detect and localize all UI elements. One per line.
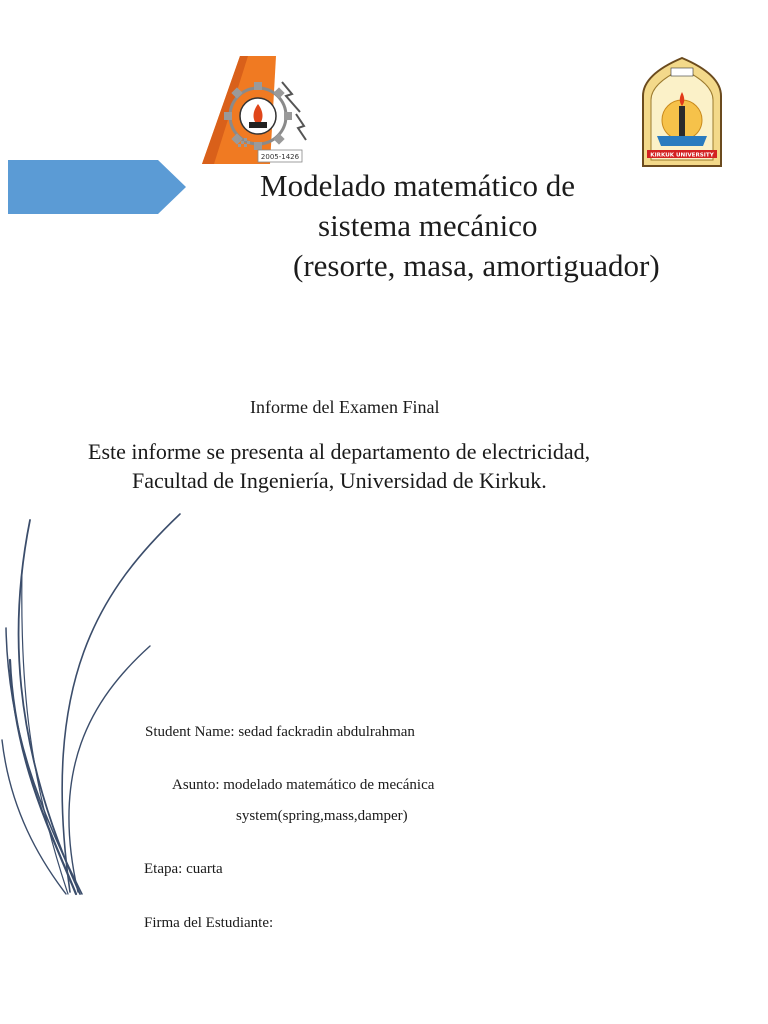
- intro-line-2: Facultad de Ingeniería, Universidad de Kirkuk.: [132, 468, 547, 493]
- logo-left-year: 2005-1426: [260, 153, 300, 161]
- subject-line-2: system(spring,mass,damper): [236, 808, 408, 824]
- arrow-banner: [8, 160, 188, 214]
- signature-field: Firma del Estudiante:: [144, 915, 274, 931]
- university-logo: [639, 56, 725, 168]
- document-title-line-2: sistema mecánico: [318, 208, 538, 243]
- document-title-line-3: (resorte, masa, amortiguador): [293, 248, 660, 283]
- student-name-field: Student Name: sedad fackradin abdulrahman: [145, 724, 415, 740]
- document-title-line-1: Modelado matemático de: [260, 168, 576, 203]
- faculty-logo: [200, 54, 310, 166]
- intro-line-1: Este informe se presenta al departamento de electricidad,: [88, 439, 591, 464]
- report-type-label: Informe del Examen Final: [250, 397, 440, 417]
- stage-field: Etapa: cuarta: [144, 861, 223, 877]
- decorative-swoosh: [0, 510, 200, 900]
- university-logo-caption: KIRKUK UNIVERSITY: [650, 152, 714, 159]
- subject-line-1: Asunto: modelado matemático de mecánica: [172, 777, 435, 793]
